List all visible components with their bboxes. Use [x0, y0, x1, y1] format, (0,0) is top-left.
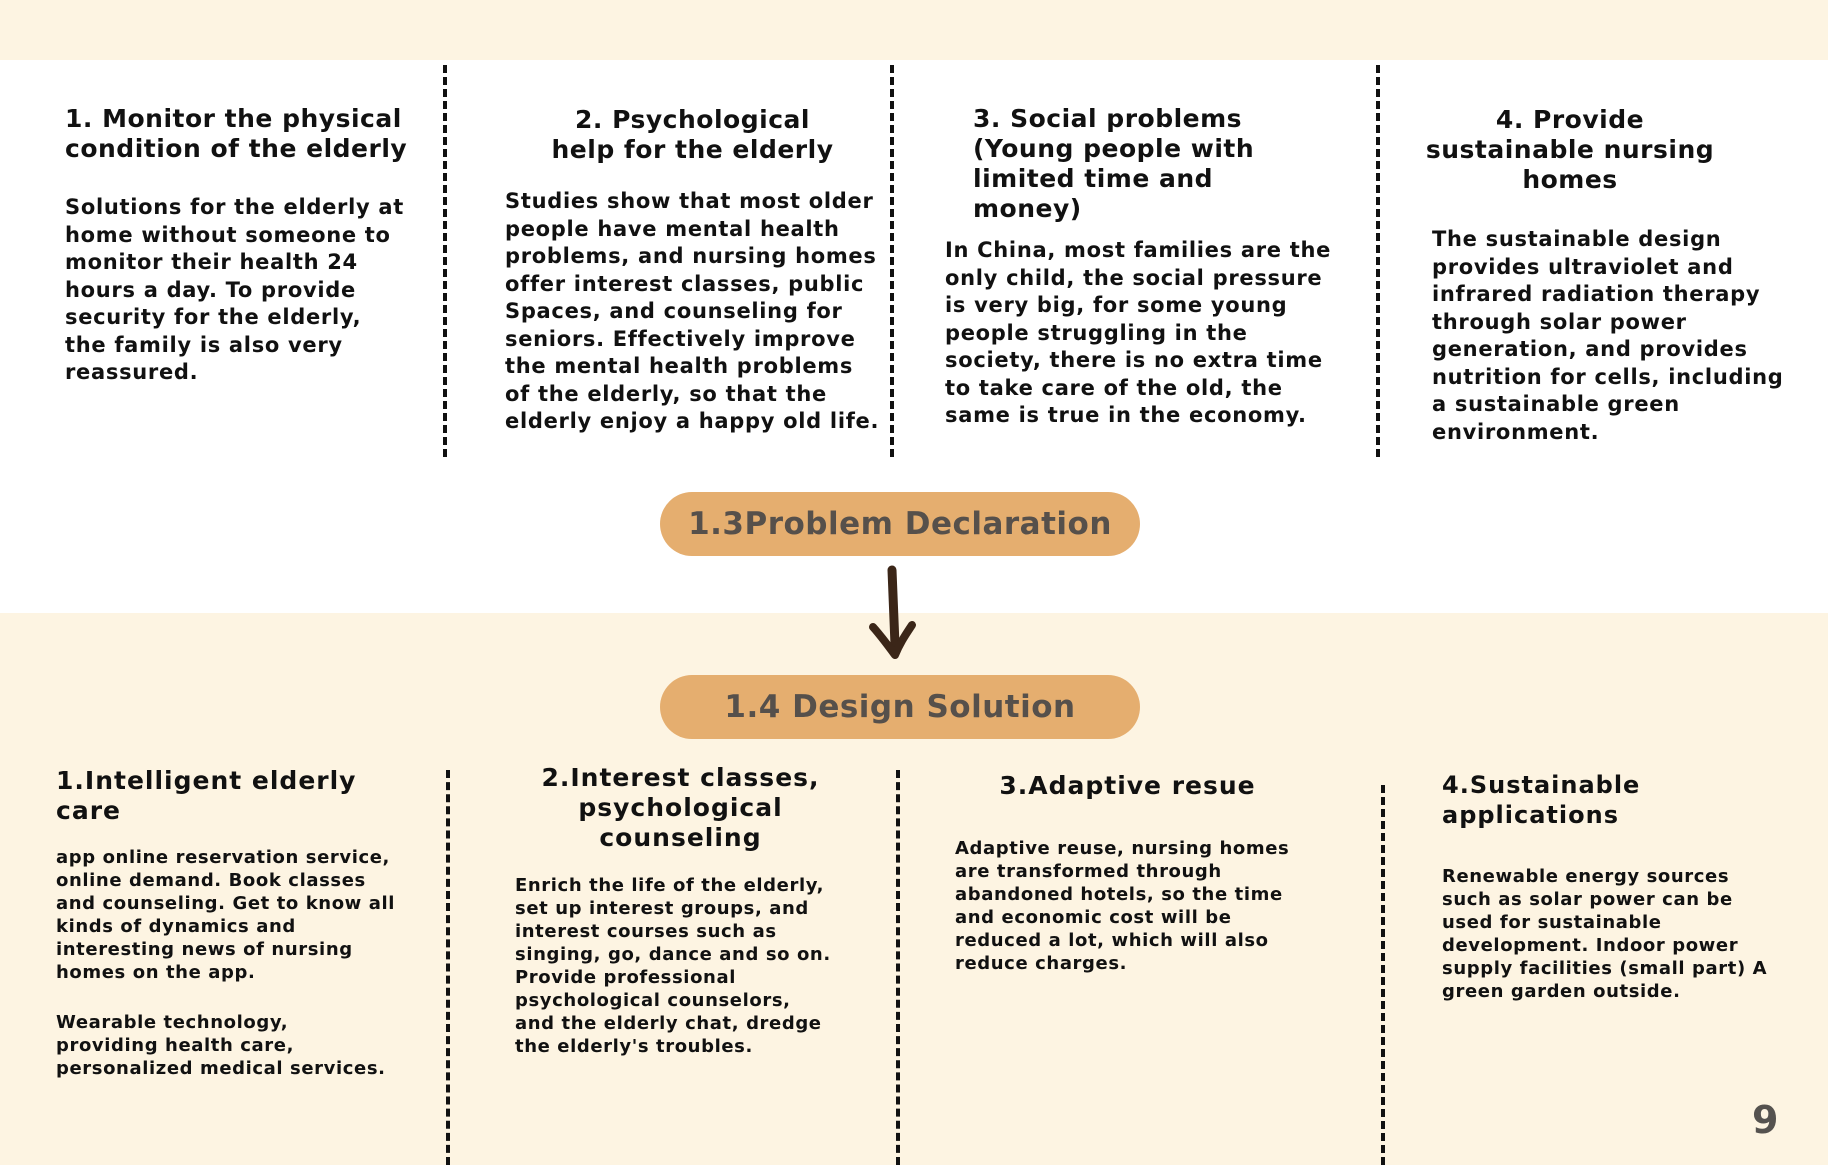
problem-text: Solutions for the elderly at home without someone to monitor their health 24 hours a day. To provide security for the elderly, the family is also very reassured. — [65, 195, 404, 384]
solutions-divider-2 — [896, 770, 900, 1165]
solution-card-2 — [508, 763, 853, 1058]
solution-card-1 — [56, 766, 406, 1080]
top-cream-band — [0, 0, 1828, 60]
solution-text: Adaptive reuse, nursing homes are transformed through abandoned hotels, so the time and economic cost will be reduced a lot, which will also reduce charges. — [955, 838, 1290, 974]
problem-text: The sustainable design provides ultraviolet and infrared radiation therapy through solar power generation, and provides nutrition for cells, including a sustainable green environment. — [1432, 227, 1784, 444]
solution-card-4 — [1442, 770, 1802, 1003]
solution-card-3 — [955, 771, 1300, 975]
solution-title: 3.Adaptive resue — [999, 771, 1256, 800]
solution-text: Enrich the life of the elderly, set up interest groups, and interest courses such as singing, go, dance and so on. — [515, 875, 831, 965]
solution-text: Renewable energy sources such as solar power can be used for sustainable development. Indoor power supply facilities (small part) A green garden outside. — [1442, 866, 1768, 1002]
problem-card-2 — [505, 105, 880, 436]
problem-title: 3. Social problems (Young people with limited time and money) — [973, 104, 1255, 223]
problem-title: 4. Provide sustainable nursing homes — [1425, 105, 1715, 194]
design-solution-heading: 1.4 Design Solution — [660, 675, 1140, 739]
problem-card-3 — [945, 104, 1340, 430]
page-number: 9 — [1752, 1098, 1779, 1142]
problems-divider-2 — [890, 65, 894, 457]
problem-text: Studies show that most older people have mental health problems, and nursing homes offer interest classes, public Spaces, and counseling for seniors. Effectively improve the mental health problems of the elderly, so that the elderly enjoy a happy old life. — [505, 189, 880, 433]
problem-declaration-heading: 1.3Problem Declaration — [660, 492, 1140, 556]
problem-card-4 — [1420, 105, 1800, 446]
solution-title: 2.Interest classes, psychological counseling — [541, 763, 820, 852]
solution-text: app online reservation service, online demand. Book classes and counseling. Get to know all kinds of dynamics and interesting news of nursing homes on the app. — [56, 847, 396, 983]
problem-title: 2. Psychological help for the elderly — [551, 105, 834, 164]
problems-divider-3 — [1376, 65, 1380, 457]
problems-divider-1 — [443, 65, 447, 457]
solutions-divider-3 — [1381, 785, 1385, 1165]
solution-text-2: Provide professional psychological counselors, and the elderly chat, dredge the elderly's troubles. — [515, 967, 822, 1057]
problem-text: In China, most families are the only child, the social pressure is very big, for some young people struggling in the society, there is no extra time to take care of the old, the same is true in the economy. — [945, 238, 1332, 427]
problem-card-1 — [65, 104, 410, 387]
solutions-divider-1 — [446, 770, 450, 1165]
solution-text-2: Wearable technology, providing health care, personalized medical services. — [56, 1012, 386, 1079]
solution-title: 4.Sustainable applications — [1442, 771, 1641, 829]
solution-title: 1.Intelligent elderly care — [56, 766, 357, 825]
hand-drawn-down-arrow-icon — [864, 565, 924, 665]
problem-title: 1. Monitor the physical condition of the elderly — [65, 104, 408, 163]
